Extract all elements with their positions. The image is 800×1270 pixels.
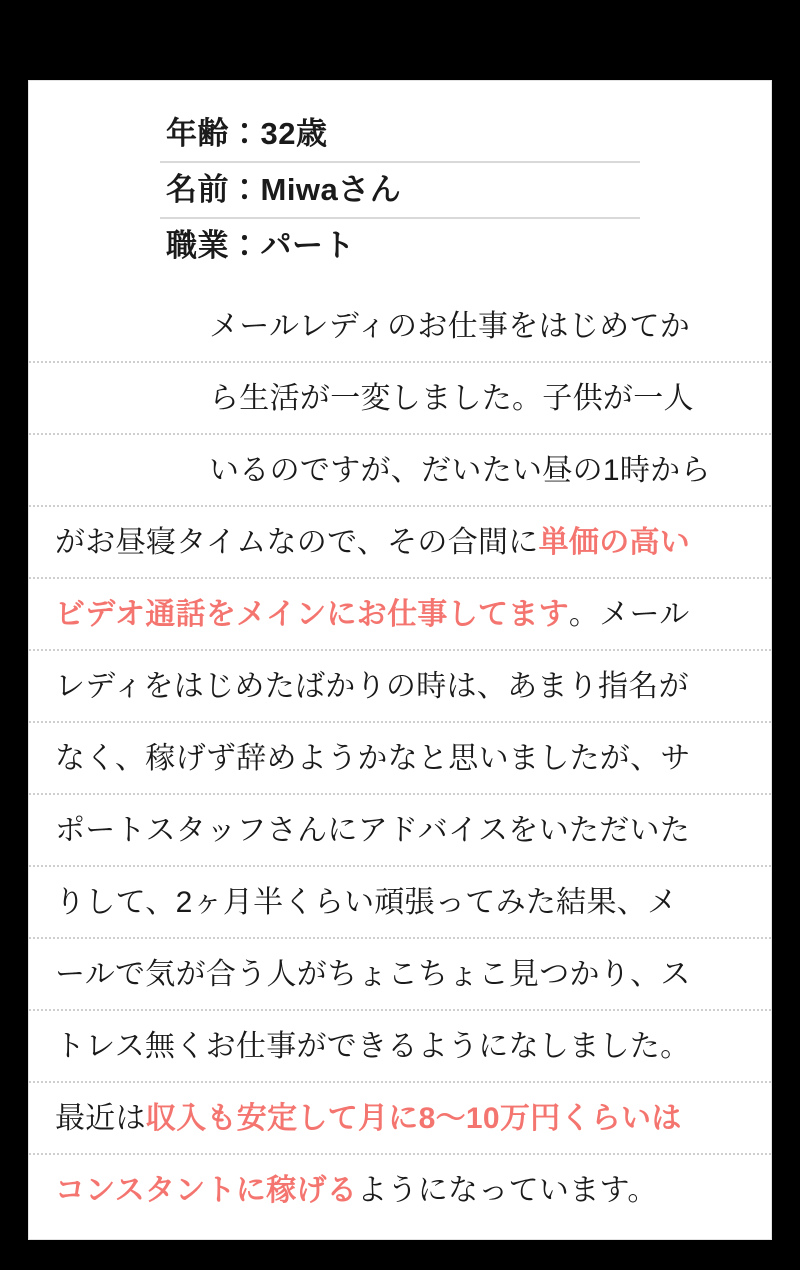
plain-text: なく、稼げず辞めようかなと思いましたが、サ	[55, 741, 691, 775]
testimonial-line	[29, 651, 771, 723]
profile-name-text: 名前：Miwaさん	[166, 171, 402, 207]
testimonial-line-text	[29, 867, 771, 939]
testimonial-line	[29, 507, 771, 579]
testimonial-line	[29, 795, 771, 867]
testimonial-line-text	[29, 1083, 771, 1155]
testimonial-line	[29, 363, 771, 435]
testimonial-line	[29, 291, 771, 363]
testimonial-line-text	[29, 291, 771, 363]
profile-age-text: 年齢：32歳	[166, 116, 328, 151]
testimonial-line	[29, 579, 771, 651]
highlighted-text: コンスタントに稼げる	[55, 1173, 358, 1207]
plain-text: ポートスタッフさんにアドバイスをいただいた	[55, 813, 691, 847]
highlighted-text: ビデオ通話をメインにお仕事してます	[55, 597, 569, 631]
testimonial-line	[29, 867, 771, 939]
profile-row-age	[160, 107, 640, 163]
testimonial-line	[29, 1083, 771, 1155]
highlighted-text: 単価の高い	[538, 525, 691, 559]
plain-text: ら生活が一変しました。子供が一人	[209, 381, 694, 415]
profile-row-name	[160, 163, 640, 219]
plain-text: 。メール	[568, 597, 690, 631]
testimonial-body	[29, 291, 771, 1227]
testimonial-line-text	[29, 1011, 771, 1083]
plain-text: ールで気が合う人がちょこちょこ見つかり、ス	[55, 957, 691, 991]
testimonial-line-text	[29, 1155, 771, 1227]
testimonial-line-text	[29, 795, 771, 867]
testimonial-line	[29, 723, 771, 795]
plain-text: 最近は	[55, 1101, 146, 1135]
testimonial-line-text	[29, 723, 771, 795]
testimonial-line-text	[29, 435, 771, 507]
testimonial-line-text	[29, 651, 771, 723]
testimonial-line	[29, 1155, 771, 1227]
plain-text: がお昼寝タイムなので、その合間に	[55, 525, 539, 559]
testimonial-line	[29, 939, 771, 1011]
testimonial-line	[29, 435, 771, 507]
profile-row-occupation	[160, 219, 640, 273]
testimonial-line-text	[29, 363, 771, 435]
plain-text: ようになっています。	[357, 1173, 658, 1207]
plain-text: りして、2ヶ月半くらい頑張ってみた結果、メ	[55, 885, 678, 919]
plain-text: メールレディのお仕事をはじめてか	[209, 309, 691, 343]
testimonial-line	[29, 1011, 771, 1083]
testimonial-line-text	[29, 507, 771, 579]
plain-text: レディをはじめたばかりの時は、あまり指名が	[55, 669, 689, 703]
testimonial-line-text	[29, 939, 771, 1011]
profile-block	[29, 107, 771, 273]
plain-text: トレス無くお仕事ができるようになしました。	[55, 1029, 691, 1063]
plain-text: いるのですが、だいたい昼の1時から	[209, 453, 711, 487]
testimonial-line-text	[29, 579, 771, 651]
highlighted-text: 収入も安定して月に8〜10万円くらいは	[145, 1101, 682, 1135]
testimonial-card	[28, 80, 772, 1240]
profile-occupation-text: 職業：パート	[166, 227, 355, 263]
